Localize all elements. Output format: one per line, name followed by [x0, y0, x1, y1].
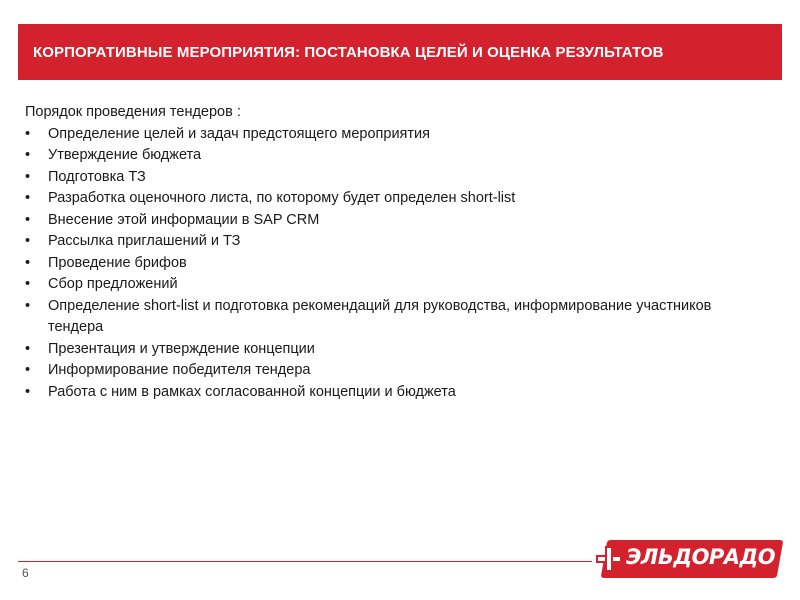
list-item — [25, 145, 765, 167]
bullet-icon: • — [25, 276, 31, 292]
content-area — [25, 102, 765, 403]
list-item-text: Определение целей и задач предстоящего мероприятия — [48, 125, 430, 142]
bullet-icon: • — [25, 168, 31, 185]
list-item-text: Работа с ним в рамках согласованной концепции и бюджета — [48, 383, 456, 400]
title-bar — [18, 24, 782, 80]
bullet-icon: • — [25, 362, 31, 378]
list-item-text: Разработка оценочного листа, по которому будет определен short-list — [48, 190, 516, 206]
list-item — [25, 210, 765, 232]
list-item-text: Утверждение бюджета — [48, 147, 202, 163]
bullet-icon: • — [25, 340, 31, 357]
list-item — [25, 296, 765, 339]
list-item-text: Проведение брифов — [48, 254, 187, 271]
bullet-icon: • — [25, 147, 31, 163]
footer-divider — [18, 561, 592, 562]
bullet-icon: • — [25, 254, 31, 271]
list-item-text: Определение short-list и подготовка рекомендаций для руководства, информирование участников тендера — [48, 297, 712, 335]
slide-title: КОРПОРАТИВНЫЕ МЕРОПРИЯТИЯ: ПОСТАНОВКА ЦЕЛЕЙ И ОЦЕНКА РЕЗУЛЬТАТОВ — [33, 43, 664, 61]
bullet-icon: • — [25, 297, 31, 314]
list-item-text: Внесение этой информации в SAP CRM — [48, 211, 320, 228]
list-item — [25, 339, 765, 361]
logo-cross-icon — [596, 546, 622, 572]
bullet-icon: • — [25, 233, 31, 249]
list-item-text: Подготовка ТЗ — [48, 168, 146, 185]
list-item — [25, 188, 765, 210]
logo-text: ЭЛЬДОРАДО — [626, 545, 776, 569]
bullet-list — [25, 124, 765, 404]
list-item-text: Сбор предложений — [48, 276, 178, 292]
eldorado-logo — [596, 538, 782, 580]
list-item — [25, 124, 765, 146]
bullet-icon: • — [25, 383, 31, 400]
page-number: 6 — [22, 566, 29, 580]
intro-text: Порядок проведения тендеров : — [25, 104, 241, 120]
bullet-icon: • — [25, 125, 31, 142]
list-item — [25, 360, 765, 382]
list-item — [25, 382, 765, 404]
list-item-text: Презентация и утверждение концепции — [48, 340, 315, 357]
list-item-text: Информирование победителя тендера — [48, 362, 311, 378]
list-item-text: Рассылка приглашений и ТЗ — [48, 233, 241, 249]
bullet-icon: • — [25, 190, 31, 206]
list-item — [25, 167, 765, 189]
list-item — [25, 274, 765, 296]
bullet-icon: • — [25, 211, 31, 228]
list-item — [25, 231, 765, 253]
list-item — [25, 253, 765, 275]
